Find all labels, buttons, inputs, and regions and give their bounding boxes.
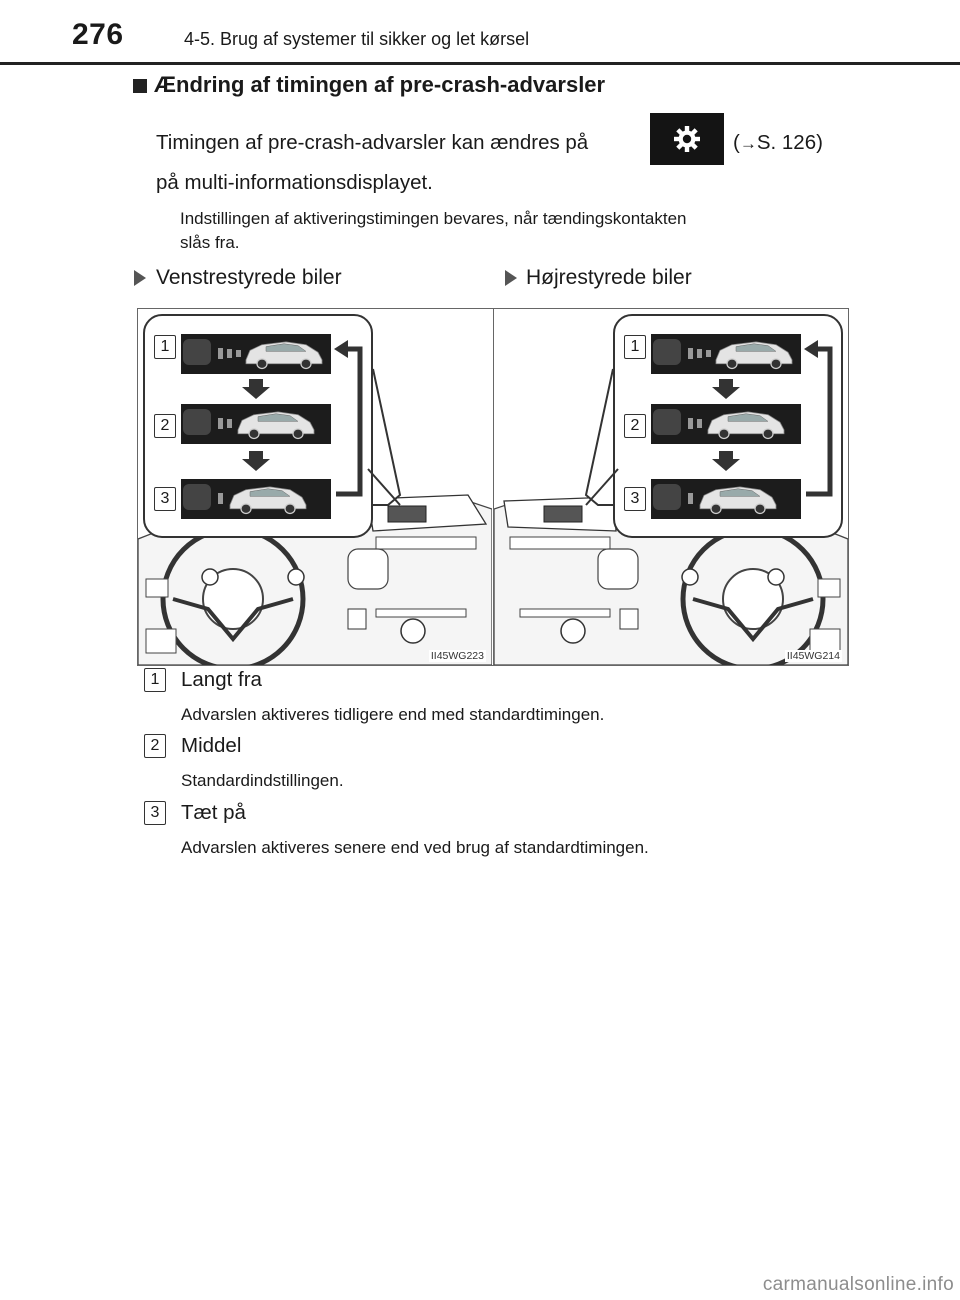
watermark: carmanualsonline.info xyxy=(762,1274,954,1295)
right-drive-heading: Højrestyrede biler xyxy=(526,266,692,289)
item-description-middle: Standardindstillingen. xyxy=(181,771,344,790)
display-row-middle xyxy=(181,404,331,444)
page-reference-link[interactable] xyxy=(733,131,823,155)
note-line-1: Indstillingen af aktiveringstimingen bevares, når tændingskontakten xyxy=(180,209,687,228)
triangle-bullet-icon xyxy=(505,270,517,286)
page-number: 276 xyxy=(72,18,124,51)
figure-code-right: II45WG214 xyxy=(786,650,840,662)
item-title-middle: Middel xyxy=(181,734,242,757)
item-number-1: 1 xyxy=(144,668,166,692)
triangle-bullet-icon xyxy=(134,270,146,286)
callout-number-3: 3 xyxy=(624,487,646,511)
left-drive-heading: Venstrestyrede biler xyxy=(156,266,342,289)
right-dashboard-drawing xyxy=(494,309,848,665)
illustration-figure xyxy=(137,308,849,666)
intro-line-1: Timingen af pre-crash-advarsler kan ændres på xyxy=(156,131,589,154)
ref-arrow-icon: → xyxy=(739,134,757,153)
display-row-close xyxy=(181,479,331,519)
callout-number-2: 2 xyxy=(154,414,176,438)
callout-number-3: 3 xyxy=(154,487,176,511)
header-divider xyxy=(0,62,960,65)
figure-code-left: II45WG223 xyxy=(430,650,484,662)
ref-page-text: S. 126) xyxy=(756,131,823,154)
square-bullet-icon xyxy=(133,79,147,93)
ref-open-paren: ( xyxy=(733,131,740,154)
item-number-3: 3 xyxy=(144,801,166,825)
settings-gear-icon xyxy=(650,113,724,165)
callout-number-2: 2 xyxy=(624,414,646,438)
callout-number-1: 1 xyxy=(624,335,646,359)
item-title-close: Tæt på xyxy=(181,801,246,824)
item-title-far: Langt fra xyxy=(181,668,262,691)
display-row-far xyxy=(181,334,331,374)
section-title: Ændring af timingen af pre-crash-advarsler xyxy=(154,72,606,97)
right-drive-illustration xyxy=(494,309,848,665)
item-description-close: Advarslen aktiveres senere end ved brug af standardtimingen. xyxy=(181,838,649,857)
intro-line-2: på multi-informationsdisplayet. xyxy=(156,171,433,194)
left-drive-illustration xyxy=(138,309,492,665)
note-line-2: slås fra. xyxy=(180,233,240,252)
item-number-2: 2 xyxy=(144,734,166,758)
left-dashboard-drawing xyxy=(138,309,492,665)
item-description-far: Advarslen aktiveres tidligere end med standardtimingen. xyxy=(181,705,605,724)
callout-number-1: 1 xyxy=(154,335,176,359)
chapter-title: 4-5. Brug af systemer til sikker og let kørsel xyxy=(184,29,530,49)
